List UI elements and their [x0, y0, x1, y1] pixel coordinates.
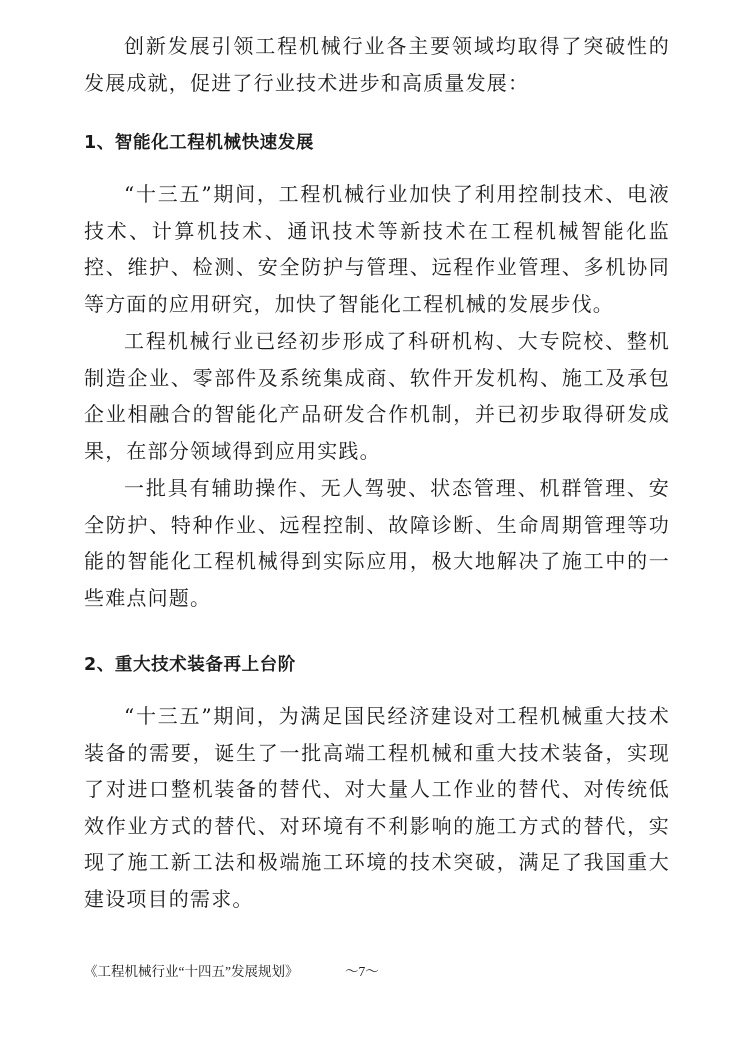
intro-paragraph: 创新发展引领工程机械行业各主要领域均取得了突破性的发展成就，促进了行业技术进步和高质量发展： — [84, 34, 670, 95]
section-2-paragraph-1: “十三五”期间，为满足国民经济建设对工程机械重大技术装备的需要，诞生了一批高端工程机械和重大技术装备，实现了对进口整机装备的替代、对大量人工作业的替代、对传统低效作业方式的替代、对环境有不利影响的施工方式的替代，实现了施工新工法和极端施工环境的技术突破，满足了我国重大建设项目的需求。 — [84, 704, 670, 911]
section-1-paragraph-2: 工程机械行业已经初步形成了科研机构、大专院校、整机制造企业、零部件及系统集成商、软件开发机构、施工及承包企业相融合的智能化产品研发合作机制，并已初步取得研发成果，在部分领域得到应用实践。 — [84, 329, 670, 463]
section-1-heading: 1、智能化工程机械快速发展 — [84, 133, 314, 153]
section-1-paragraph-1: “十三五”期间，工程机械行业加快了利用控制技术、电液技术、计算机技术、通讯技术等新技术在工程机械智能化监控、维护、检测、安全防护与管理、远程作业管理、多机协同等方面的应用研究，加快了智能化工程机械的发展步伐。 — [84, 182, 670, 316]
section-1-paragraph-3: 一批具有辅助操作、无人驾驶、状态管理、机群管理、安全防护、特种作业、远程控制、故障诊断、生命周期管理等功能的智能化工程机械得到实际应用，极大地解决了施工中的一些难点问题。 — [84, 476, 670, 610]
section-2-heading: 2、重大技术装备再上台阶 — [84, 655, 296, 675]
footer-page-number: ～7～ — [345, 964, 379, 979]
footer-document-title: 《工程机械行业“十四五”发展规划》 — [84, 964, 299, 979]
